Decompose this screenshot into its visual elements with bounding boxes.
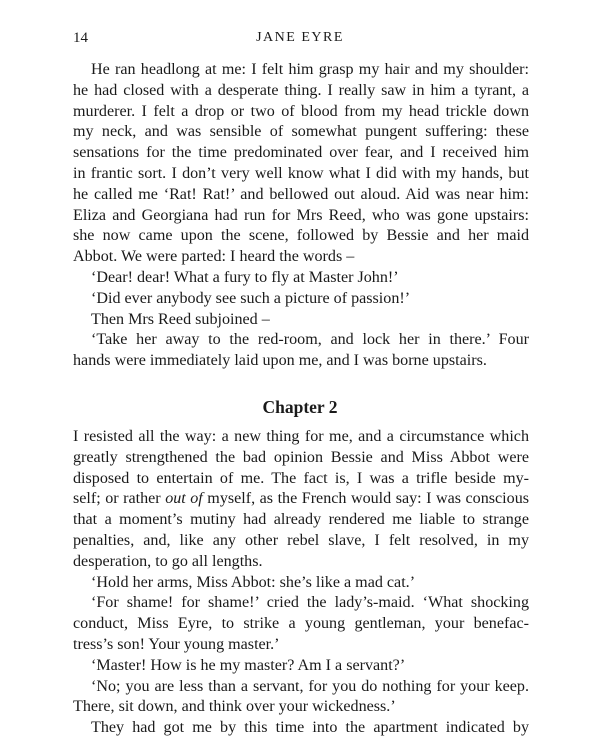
text-line (73, 489, 529, 510)
text-line: I resisted all the way: a new thing for me, and a circumstance which (73, 428, 529, 445)
text-line: hands were immediately laid upon me, and I was borne upstairs. (73, 352, 487, 370)
text-line: ‘Dear! dear! What a fury to fly at Master John!’ (91, 268, 399, 286)
text-line: he had closed with a desperate thing. I really saw in him a tyrant, a (73, 81, 529, 99)
text-line: ‘No; you are less than a servant, for you do nothing for your keep. (91, 677, 529, 695)
text-line: ‘Take her away to the red-room, and lock her in there.’ Four (91, 331, 529, 349)
text-line: conduct, Miss Eyre, to strike a young gentleman, your benefac- (73, 615, 529, 633)
text-line: that a moment’s mutiny had already rendered me liable to strange (73, 511, 529, 529)
text-block-chapter-1-end (73, 60, 529, 372)
text-line: sensations for the time predominated over fear, and I received him (73, 144, 529, 162)
text-line: ‘For shame! for shame!’ cried the lady’s-maid. ‘What shocking (91, 594, 529, 612)
text-line: Then Mrs Reed subjoined – (91, 310, 270, 328)
text-run: self; or rather (73, 490, 166, 508)
page-number: 14 (73, 30, 88, 46)
text-line: penalties, and, like any other rebel slave, I felt resolved, in my (73, 531, 529, 549)
text-line: They had got me by this time into the apartment indicated by (91, 719, 529, 737)
text-block-chapter-2-start (73, 427, 529, 739)
running-title: JANE EYRE (256, 30, 344, 45)
text-line: desperation, to go all lengths. (73, 552, 263, 570)
text-line: Eliza and Georgiana had run for Mrs Reed, who was gone upstairs: (73, 206, 529, 224)
text-line: tress’s son! Your young master.’ (73, 635, 280, 653)
text-line: ‘Hold her arms, Miss Abbot: she’s like a mad cat.’ (91, 573, 416, 591)
text-line: he called me ‘Rat! Rat!’ and bellowed out aloud. Aid was near him: (73, 185, 529, 203)
text-line: greatly strengthened the bad opinion Bessie and Miss Abbot were (73, 448, 529, 466)
text-line: disposed to entertain of me. The fact is, I was a trifle beside my- (73, 469, 529, 487)
chapter-heading: Chapter 2 (262, 397, 338, 417)
text-line: in frantic sort. I don’t very well know what I did with my hands, but (73, 164, 529, 182)
text-line: Abbot. We were parted: I heard the words – (73, 248, 355, 266)
text-line: my neck, and was sensible of somewhat pungent suffering: these (73, 123, 529, 141)
text-line: ‘Master! How is he my master? Am I a servant?’ (91, 656, 406, 674)
text-run: myself, as the French would say: I was conscious (202, 490, 530, 508)
text-line: murderer. I felt a drop or two of blood from my head trickle down (73, 102, 529, 120)
text-line: He ran headlong at me: I felt him grasp my hair and my shoulder: (91, 61, 529, 78)
text-line: ‘Did ever anybody see such a picture of passion!’ (91, 289, 411, 307)
text-line: she now came upon the scene, followed by Bessie and her maid (73, 227, 529, 245)
emphasis-text: out of (165, 490, 203, 508)
text-line: There, sit down, and think over your wickedness.’ (73, 698, 396, 716)
